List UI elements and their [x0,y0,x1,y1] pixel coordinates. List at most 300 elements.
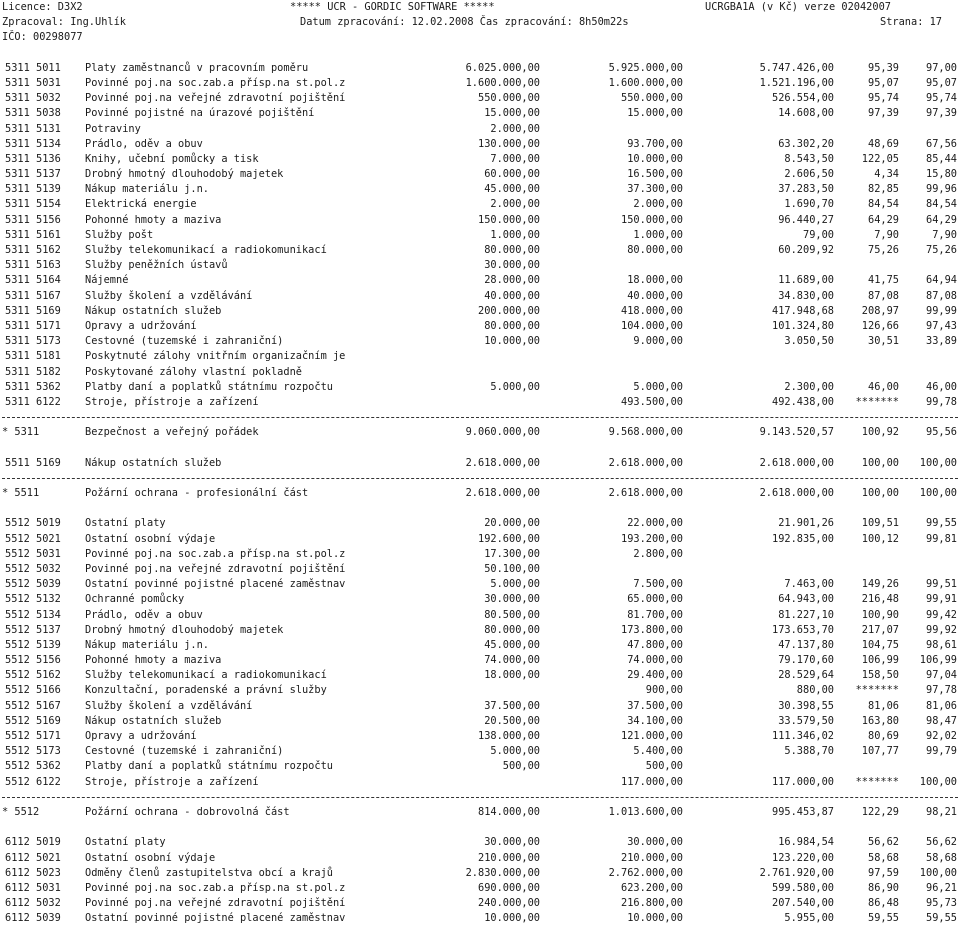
table-row [0,532,960,547]
actual-amount: 2.606,50 [784,168,834,181]
table-row [0,182,960,197]
dashed-separator [0,471,960,486]
item-name: Nákup materiálu j.n. [85,183,209,196]
budget-item-code: 5311 5161 [5,228,61,241]
table-row [0,729,960,744]
percent-of-adjusted: 98,61 [926,638,957,651]
item-name: Povinné poj.na veřejné zdravotní pojištění [85,897,346,910]
budget-item-code: 5311 5139 [5,183,61,196]
actual-amount: 30.398,55 [778,699,834,712]
budget-item-code: 5512 5139 [5,638,61,651]
section-name: Bezpečnost a veřejný pořádek [85,426,259,439]
budget-item-code: 5311 5038 [5,107,61,120]
percent-of-approved: 107,77 [861,745,899,758]
percent-of-approved: 122,05 [861,152,899,165]
budget-item-code: 5311 5181 [5,350,61,363]
approved-budget: 2.000,00 [490,198,540,211]
budget-item-code: 5311 5169 [5,304,61,317]
actual-amount: 60.209,92 [778,244,834,256]
budget-item-code: 5311 5162 [5,244,61,256]
approved-budget: 37.500,00 [484,699,540,712]
percent-of-adjusted: 15,80 [926,168,957,181]
adjusted-budget: 5.000,00 [633,380,683,393]
item-name: Nákup materiálu j.n. [85,638,209,651]
table-row [0,668,960,683]
blank-line [0,501,960,516]
percent-of-approved: 56,62 [868,836,899,849]
budget-item-code: 6112 5039 [5,912,61,925]
actual-amount: 5.747.426,00 [759,61,834,74]
adjusted-budget: 2.618.000,00 [608,456,683,469]
item-name: Prádlo, oděv a obuv [85,137,203,150]
table-row [0,365,960,380]
approved-budget: 15.000,00 [484,107,540,120]
percent-of-approved: 100,12 [861,532,899,545]
approved-budget: 80.000,00 [484,244,540,256]
percent-of-approved: ******* [855,684,899,697]
percent-of-approved: 163,80 [861,714,899,727]
item-name: Poskytované zálohy vlastní pokladně [85,365,302,378]
budget-item-code: 5311 6122 [5,395,61,408]
percent-of-adjusted: 95,56 [926,426,957,439]
report-header-line-1 [0,0,960,15]
adjusted-budget: 10.000,00 [627,152,683,165]
percent-of-approved: 7,90 [874,228,899,241]
adjusted-budget: 9.000,00 [633,335,683,348]
budget-item-code: 5311 5011 [5,61,61,74]
item-name: Povinné poj.na soc.zab.a přísp.na st.pol.z [85,76,346,89]
item-name: Pohonné hmoty a maziva [85,654,222,667]
budget-item-code: 5311 5182 [5,365,61,378]
adjusted-budget: 80.000,00 [627,244,683,256]
adjusted-budget: 1.000,00 [633,228,683,241]
table-row [0,896,960,911]
budget-item-code: 5512 5032 [5,562,61,575]
percent-of-approved: 109,51 [861,517,899,530]
percent-of-adjusted: 99,55 [926,517,957,530]
ico-label: IČO: 00298077 [2,31,83,44]
table-row [0,866,960,881]
item-name: Nákup ostatních služeb [85,456,222,469]
item-name: Služby peněžních ústavů [85,259,228,272]
table-row [0,243,960,258]
item-name: Služby telekomunikací a radiokomunikací [85,669,327,682]
table-row [0,228,960,243]
approved-budget: 30.000,00 [484,259,540,272]
budget-item-code: 5512 5167 [5,699,61,712]
item-name: Stroje, přístroje a zařízení [85,395,259,408]
percent-of-adjusted: 106,99 [919,654,957,667]
approved-budget: 240.000,00 [478,897,540,910]
percent-of-approved: 59,55 [868,912,899,925]
percent-of-adjusted: 99,51 [926,578,957,591]
budget-item-code: 5512 5132 [5,593,61,606]
item-name: Opravy a udržování [85,319,197,332]
table-row [0,835,960,850]
percent-of-approved: 106,99 [861,654,899,667]
percent-of-approved: 122,29 [861,805,899,818]
actual-amount: 117.000,00 [772,775,834,788]
percent-of-adjusted: 64,29 [926,213,957,226]
table-row [0,349,960,364]
section-name: Požární ochrana ‑ profesionální část [85,487,309,499]
actual-amount: 192.835,00 [772,532,834,545]
percent-of-adjusted: 98,21 [926,805,957,818]
item-name: Pohonné hmoty a maziva [85,213,222,226]
actual-amount: 28.529,64 [778,669,834,682]
software-label: ***** UCR - GORDIC SOFTWARE ***** [290,1,495,13]
item-name: Ostatní povinné pojistné placené zaměstnav [85,578,346,591]
item-name: Povinné poj.na veřejné zdravotní pojištění [85,562,346,575]
percent-of-adjusted: 99,78 [926,395,957,408]
percent-of-adjusted: 64,94 [926,274,957,287]
item-name: Platy zaměstnanců v pracovním poměru [85,61,309,74]
approved-budget: 690.000,00 [478,881,540,894]
table-row [0,744,960,759]
table-row [0,653,960,668]
budget-item-code: 5311 5164 [5,274,61,287]
item-name: Prádlo, oděv a obuv [85,608,203,621]
adjusted-budget: 34.100,00 [627,714,683,727]
percent-of-approved: 86,90 [868,881,899,894]
budget-item-code: 5311 5163 [5,259,61,272]
report-body [0,46,960,926]
item-name: Ostatní platy [85,517,166,530]
percent-of-adjusted: 75,26 [926,244,957,256]
percent-of-adjusted: 56,62 [926,836,957,849]
budget-item-code: 5311 5131 [5,122,61,135]
adjusted-budget: 7.500,00 [633,578,683,591]
approved-budget: 45.000,00 [484,638,540,651]
budget-item-code: 5311 5032 [5,92,61,105]
table-row [0,152,960,167]
approved-budget: 130.000,00 [478,137,540,150]
approved-budget: 6.025.000,00 [465,61,540,74]
adjusted-budget: 74.000,00 [627,654,683,667]
table-row [0,759,960,774]
approved-budget: 50.100,00 [484,562,540,575]
percent-of-adjusted: 97,43 [926,319,957,332]
table-row [0,456,960,471]
actual-amount: 101.324,80 [772,319,834,332]
item-name: Nákup ostatních služeb [85,304,222,317]
percent-of-approved: 217,07 [861,623,899,636]
item-name: Poskytnuté zálohy vnitřním organizačním je [85,350,346,363]
report-code-label: UCRGBA1A (v Kč) verze 02042007 [705,1,891,13]
percent-of-approved: 46,00 [868,380,899,393]
actual-amount: 2.300,00 [784,380,834,393]
approved-budget: 30.000,00 [484,593,540,606]
approved-budget: 1.000,00 [490,228,540,241]
percent-of-approved: 87,08 [868,289,899,302]
approved-budget: 45.000,00 [484,183,540,196]
percent-of-approved: 84,54 [868,198,899,211]
item-name: Cestovné (tuzemské i zahraniční) [85,745,284,758]
item-name: Služby školení a vzdělávání [85,699,253,712]
adjusted-budget: 30.000,00 [627,836,683,849]
item-name: Drobný hmotný dlouhodobý majetek [85,623,284,636]
actual-amount: 79,00 [803,228,834,241]
table-row [0,258,960,273]
page-number-label: Strana: 17 [880,16,942,29]
adjusted-budget: 500,00 [645,760,683,773]
actual-amount: 33.579,50 [778,714,834,727]
item-name: Drobný hmotný dlouhodobý majetek [85,168,284,181]
adjusted-budget: 900,00 [645,684,683,697]
adjusted-budget: 2.762.000,00 [608,866,683,879]
actual-amount: 64.943,00 [778,593,834,606]
percent-of-approved: 95,07 [868,76,899,89]
section-total-row [0,805,960,820]
budget-item-code: 5512 5031 [5,547,61,560]
approved-budget: 5.000,00 [490,745,540,758]
budget-item-code: 5512 5166 [5,684,61,697]
percent-of-adjusted: 97,04 [926,669,957,682]
adjusted-budget: 2.000,00 [633,198,683,211]
table-row [0,61,960,76]
item-name: Odměny členů zastupitelstva obcí a krajů [85,866,333,879]
adjusted-budget: 418.000,00 [621,304,683,317]
table-row [0,638,960,653]
adjusted-budget: 9.568.000,00 [608,426,683,439]
actual-amount: 7.463,00 [784,578,834,591]
table-row [0,714,960,729]
actual-amount: 173.653,70 [772,623,834,636]
adjusted-budget: 37.500,00 [627,699,683,712]
table-row [0,304,960,319]
item-name: Elektrická energie [85,198,197,211]
table-row [0,106,960,121]
approved-budget: 40.000,00 [484,289,540,302]
percent-of-approved: 95,39 [868,61,899,74]
table-row [0,592,960,607]
approved-budget: 18.000,00 [484,669,540,682]
budget-item-code: 5311 5134 [5,137,61,150]
item-name: Povinné poj.na soc.zab.a přísp.na st.pol.z [85,547,346,560]
item-name: Stroje, přístroje a zařízení [85,775,259,788]
table-row [0,577,960,592]
percent-of-adjusted: 59,55 [926,912,957,925]
percent-of-approved: 48,69 [868,137,899,150]
actual-amount: 21.901,26 [778,517,834,530]
item-name: Ochranné pomůcky [85,593,185,606]
item-name: Platby daní a poplatků státnímu rozpočtu [85,380,333,393]
adjusted-budget: 117.000,00 [621,775,683,788]
actual-amount: 1.690,70 [784,198,834,211]
approved-budget: 80.000,00 [484,623,540,636]
adjusted-budget: 5.400,00 [633,745,683,758]
item-name: Ostatní platy [85,836,166,849]
percent-of-adjusted: 100,00 [919,866,957,879]
approved-budget: 60.000,00 [484,168,540,181]
percent-of-adjusted: 99,42 [926,608,957,621]
budget-item-code: 5512 5162 [5,669,61,682]
actual-amount: 81.227,10 [778,608,834,621]
percent-of-approved: 216,48 [861,593,899,606]
dashed-separator [0,790,960,805]
item-name: Nákup ostatních služeb [85,714,222,727]
adjusted-budget: 18.000,00 [627,274,683,287]
budget-item-code: 6112 5023 [5,866,61,879]
budget-item-code: 5512 5169 [5,714,61,727]
percent-of-adjusted: 99,92 [926,623,957,636]
actual-amount: 2.618.000,00 [759,487,834,499]
percent-of-adjusted: 95,73 [926,897,957,910]
percent-of-adjusted: 97,39 [926,107,957,120]
budget-item-code: 5311 5171 [5,319,61,332]
section-total-row [0,486,960,501]
budget-item-code: 5512 5021 [5,532,61,545]
budget-item-code: 5512 5173 [5,745,61,758]
adjusted-budget: 550.000,00 [621,92,683,105]
item-name: Opravy a udržování [85,730,197,742]
adjusted-budget: 10.000,00 [627,912,683,925]
budget-item-code: 5311 5136 [5,152,61,165]
adjusted-budget: 93.700,00 [627,137,683,150]
adjusted-budget: 16.500,00 [627,168,683,181]
percent-of-approved: 82,85 [868,183,899,196]
actual-amount: 123.220,00 [772,851,834,864]
budget-item-code: 6112 5031 [5,881,61,894]
actual-amount: 207.540,00 [772,897,834,910]
approved-budget: 138.000,00 [478,730,540,742]
budget-item-code: 5512 6122 [5,775,61,788]
blank-line [0,440,960,455]
approved-budget: 9.060.000,00 [465,426,540,439]
budget-item-code: 5512 5171 [5,730,61,742]
table-row [0,699,960,714]
item-name: Ostatní povinné pojistné placené zaměstnav [85,912,346,925]
adjusted-budget: 40.000,00 [627,289,683,302]
item-name: Povinné poj.na soc.zab.a přísp.na st.pol.z [85,881,346,894]
percent-of-approved: 58,68 [868,851,899,864]
table-row [0,851,960,866]
actual-amount: 47.137,80 [778,638,834,651]
approved-budget: 5.000,00 [490,380,540,393]
percent-of-approved: 97,59 [868,866,899,879]
item-name: Služby školení a vzdělávání [85,289,253,302]
item-name: Knihy, učební pomůcky a tisk [85,152,259,165]
percent-of-approved: 97,39 [868,107,899,120]
item-name: Povinné poj.na veřejné zdravotní pojištění [85,92,346,105]
licence-label: Licence: D3X2 [2,1,83,13]
table-row [0,197,960,212]
budget-item-code: 5511 5169 [5,456,61,469]
budget-item-code: 5311 5137 [5,168,61,181]
item-name: Platby daní a poplatků státnímu rozpočtu [85,760,333,773]
budget-item-code: 5311 5362 [5,380,61,393]
table-row [0,562,960,577]
approved-budget: 74.000,00 [484,654,540,667]
adjusted-budget: 5.925.000,00 [608,61,683,74]
approved-budget: 500,00 [502,760,540,773]
adjusted-budget: 29.400,00 [627,669,683,682]
table-row [0,516,960,531]
adjusted-budget: 493.500,00 [621,395,683,408]
table-row [0,608,960,623]
adjusted-budget: 15.000,00 [627,107,683,120]
percent-of-adjusted: 95,07 [926,76,957,89]
actual-amount: 9.143.520,57 [759,426,834,439]
adjusted-budget: 216.800,00 [621,897,683,910]
percent-of-adjusted: 7,90 [932,228,957,241]
percent-of-adjusted: 92,02 [926,730,957,742]
percent-of-approved: 81,06 [868,699,899,712]
percent-of-approved: 126,66 [861,319,899,332]
budget-item-code: 5311 5156 [5,213,61,226]
adjusted-budget: 2.618.000,00 [608,487,683,499]
percent-of-adjusted: 81,06 [926,699,957,712]
approved-budget: 20.500,00 [484,714,540,727]
item-name: Ostatní osobní výdaje [85,532,216,545]
adjusted-budget: 1.013.600,00 [608,805,683,818]
percent-of-adjusted: 97,78 [926,684,957,697]
percent-of-adjusted: 99,91 [926,593,957,606]
percent-of-approved: 158,50 [861,669,899,682]
percent-of-adjusted: 99,99 [926,304,957,317]
percent-of-approved: 208,97 [861,304,899,317]
budget-item-code: 5512 5156 [5,654,61,667]
percent-of-adjusted: 100,00 [919,456,957,469]
percent-of-approved: ******* [855,395,899,408]
table-row [0,273,960,288]
approved-budget: 17.300,00 [484,547,540,560]
section-marker: * 5511 [2,487,40,499]
report-header-line-3 [0,30,960,45]
budget-item-code: 5311 5173 [5,335,61,348]
actual-amount: 79.170,60 [778,654,834,667]
percent-of-approved: 4,34 [874,168,899,181]
table-row [0,213,960,228]
table-row [0,380,960,395]
table-row [0,289,960,304]
approved-budget: 30.000,00 [484,836,540,849]
table-row [0,881,960,896]
budget-item-code: 5512 5039 [5,578,61,591]
section-marker: * 5311 [2,426,40,439]
adjusted-budget: 47.800,00 [627,638,683,651]
budget-item-code: 6112 5019 [5,836,61,849]
percent-of-adjusted: 99,79 [926,745,957,758]
approved-budget: 192.600,00 [478,532,540,545]
actual-amount: 96.440,27 [778,213,834,226]
table-row [0,122,960,137]
actual-amount: 11.689,00 [778,274,834,287]
item-name: Cestovné (tuzemské i zahraniční) [85,335,284,348]
adjusted-budget: 65.000,00 [627,593,683,606]
actual-amount: 111.346,02 [772,730,834,742]
section-name: Požární ochrana ‑ dobrovolná část [85,805,290,818]
actual-amount: 1.521.196,00 [759,76,834,89]
table-row [0,167,960,182]
item-name: Nájemné [85,274,129,287]
approved-budget: 5.000,00 [490,578,540,591]
approved-budget: 10.000,00 [484,335,540,348]
item-name: Služby telekomunikací a radiokomunikací [85,244,327,256]
budget-item-code: 5512 5019 [5,517,61,530]
approved-budget: 2.000,00 [490,122,540,135]
actual-amount: 63.302,20 [778,137,834,150]
processed-date-label: Datum zpracování: 12.02.2008 Čas zpracování: 8h50m22s [300,16,629,29]
percent-of-adjusted: 87,08 [926,289,957,302]
actual-amount: 526.554,00 [772,92,834,105]
actual-amount: 34.830,00 [778,289,834,302]
approved-budget: 7.000,00 [490,152,540,165]
adjusted-budget: 104.000,00 [621,319,683,332]
percent-of-adjusted: 95,74 [926,92,957,105]
percent-of-adjusted: 85,44 [926,152,957,165]
budget-item-code: 6112 5032 [5,897,61,910]
